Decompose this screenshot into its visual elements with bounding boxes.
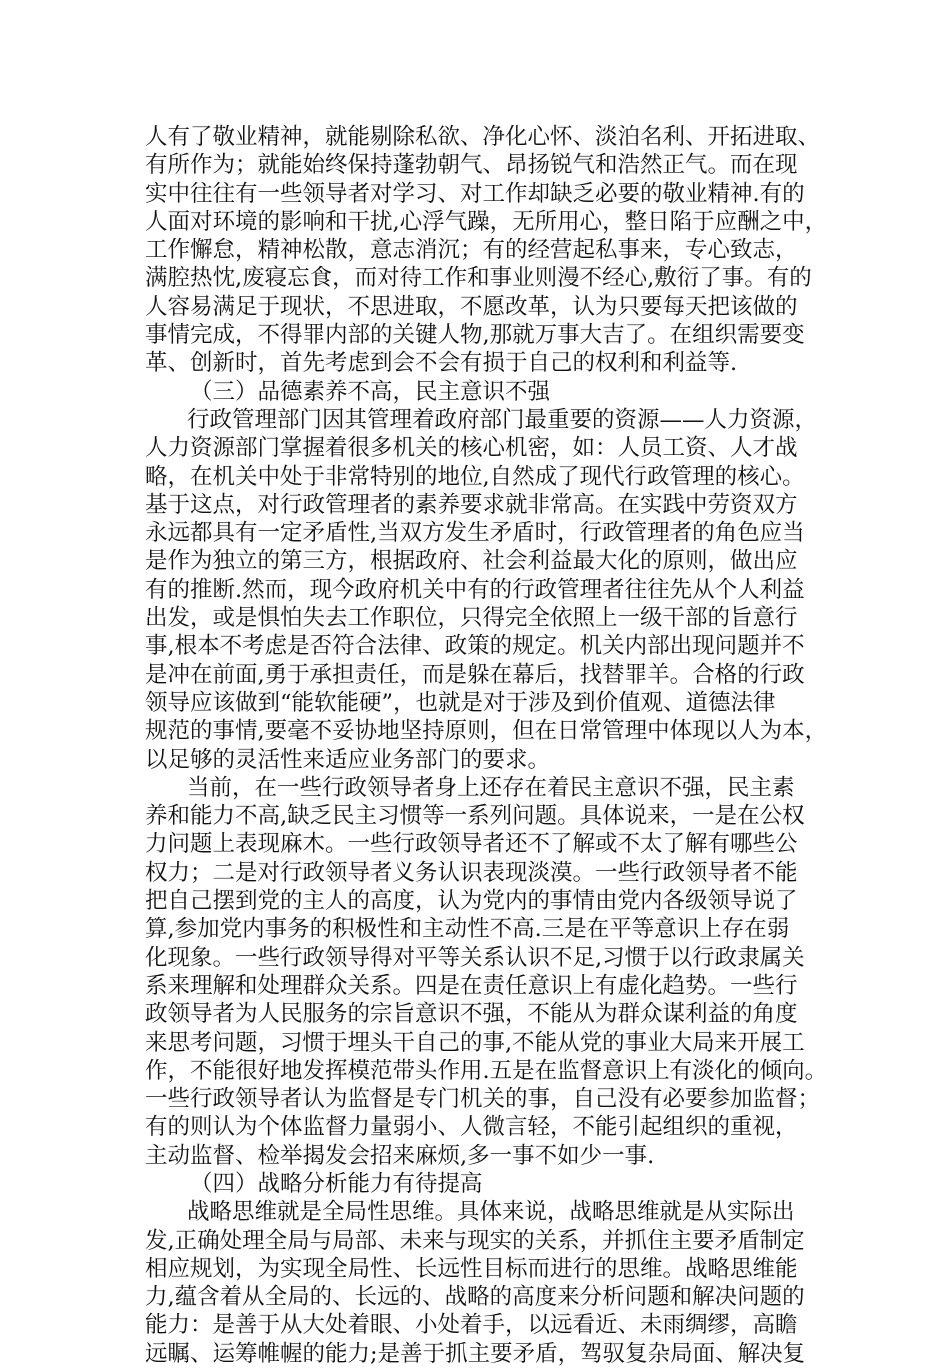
text-line: 人力资源部门掌握着很多机关的核心机密，如：人员工资、人才战 [145, 435, 798, 462]
text-line: 以足够的灵活性来适应业务部门的要求。 [145, 746, 551, 773]
text-line: 工作懈怠，精神松散，意志消沉；有的经营起私事来，专心致志， [145, 237, 798, 264]
text-line: 作，不能很好地发挥模范带头作用.五是在监督意识上有淡化的倾向。 [145, 1057, 828, 1084]
text-line: 系来理解和处理群众关系。四是在责任意识上有虚化趋势。一些行 [145, 972, 798, 999]
text-line: 政领导者为人民服务的宗旨意识不强，不能从为群众谋利益的角度 [145, 1001, 798, 1028]
text-line: 养和能力不高,缺乏民主习惯等一系列问题。具体说来，一是在公权 [145, 803, 805, 830]
text-line: 满腔热忱,废寝忘食，而对待工作和事业则漫不经心,敷衍了事。有的 [145, 265, 812, 292]
text-line: 主动监督、检举揭发会招来麻烦,多一事不如少一事. [145, 1142, 655, 1169]
text-line: 革、创新时，首先考虑到会不会有损于自己的权利和利益等. [145, 350, 738, 377]
text-line: 人容易满足于现状，不思进取，不愿改革，认为只要每天把该做的 [145, 293, 798, 320]
section-heading: （四）战略分析能力有待提高 [190, 1170, 483, 1197]
text-line: 是作为独立的第三方，根据政府、社会利益最大化的原则，做出应 [145, 548, 798, 575]
text-line: 能力：是善于从大处着眼、小处着手，以远看近、未雨绸缪，高瞻 [145, 1312, 798, 1339]
text-line: 人有了敬业精神，就能剔除私欲、净化心怀、淡泊名利、开拓进取、 [145, 124, 821, 150]
paragraph-first-line: 战略思维就是全局性思维。具体来说，战略思维就是从实际出 [187, 1199, 795, 1226]
section-heading: （三）品德素养不高，民主意识不强 [190, 378, 551, 405]
text-line: 事,根本不考虑是否符合法律、政策的规定。机关内部出现问题并不 [145, 633, 805, 660]
document-body [145, 123, 828, 1368]
text-line: 算,参加党内事务的积极性和主动性不高.三是在平等意识上存在弱 [145, 916, 790, 943]
text-line: 是冲在前面,勇于承担责任，而是躲在幕后，找替罪羊。合格的行政 [145, 661, 805, 688]
text-line: 远瞩、运筹帷幄的能力;是善于抓主要矛盾，驾驭复杂局面、解决复 [145, 1340, 806, 1367]
text-line: 有的推断.然而，现今政府机关中有的行政管理者往往先从个人利益 [145, 576, 805, 603]
paragraph-first-line: 当前，在一些行政领导者身上还存在着民主意识不强，民主素 [187, 774, 795, 801]
text-line: 基于这点，对行政管理者的素养要求就非常高。在实践中劳资双方 [145, 491, 798, 518]
text-line: 有所作为；就能始终保持蓬勃朝气、昂扬锐气和浩然正气。而在现 [145, 152, 798, 179]
text-line: 有的则认为个体监督力量弱小、人微言轻，不能引起组织的重视， [145, 1114, 798, 1141]
paragraph-first-line: 行政管理部门因其管理着政府部门最重要的资源——人力资源， [187, 406, 818, 433]
text-line: 化现象。一些行政领导得对平等关系认识不足,习惯于以行政隶属关 [145, 944, 805, 971]
text-line: 规范的事情,要毫不妥协地坚持原则，但在日常管理中体现以人为本， [145, 718, 828, 745]
text-line: 领导应该做到“能软能硬”，也就是对于涉及到价值观、道德法律 [145, 689, 776, 716]
text-line: 力,蕴含着从全局的、长远的、战略的高度来分析问题和解决问题的 [145, 1284, 805, 1311]
text-line: 权力；二是对行政领导者义务认识表现淡漠。一些行政领导者不能 [145, 859, 798, 886]
text-line: 力问题上表现麻木。一些行政领导者还不了解或不太了解有哪些公 [145, 831, 798, 858]
text-line: 实中往往有一些领导者对学习、对工作却缺乏必要的敬业精神.有的 [145, 180, 805, 207]
text-line: 出发，或是惧怕失去工作职位，只得完全依照上一级干部的旨意行 [145, 605, 798, 632]
text-line: 永远都具有一定矛盾性,当双方发生矛盾时，行政管理者的角色应当 [145, 520, 805, 547]
text-line: 事情完成，不得罪内部的关键人物,那就万事大吉了。在组织需要变 [145, 322, 805, 349]
text-line: 发,正确处理全局与局部、未来与现实的关系，并抓住主要矛盾制定 [145, 1227, 805, 1254]
text-line: 相应规划，为实现全局性、长远性目标而进行的思维。战略思维能 [145, 1255, 798, 1282]
text-line: 把自己摆到党的主人的高度，认为党内的事情由党内各级领导说了 [145, 888, 798, 915]
text-line: 来思考问题，习惯于埋头干自己的事,不能从党的事业大局来开展工 [145, 1029, 805, 1056]
text-line: 略，在机关中处于非常特别的地位,自然成了现代行政管理的核心。 [145, 463, 805, 490]
text-line: 人面对环境的影响和干扰,心浮气躁，无所用心，整日陷于应酬之中， [145, 208, 828, 235]
text-line: 一些行政领导者认为监督是专门机关的事，自己没有必要参加监督； [145, 1086, 821, 1113]
